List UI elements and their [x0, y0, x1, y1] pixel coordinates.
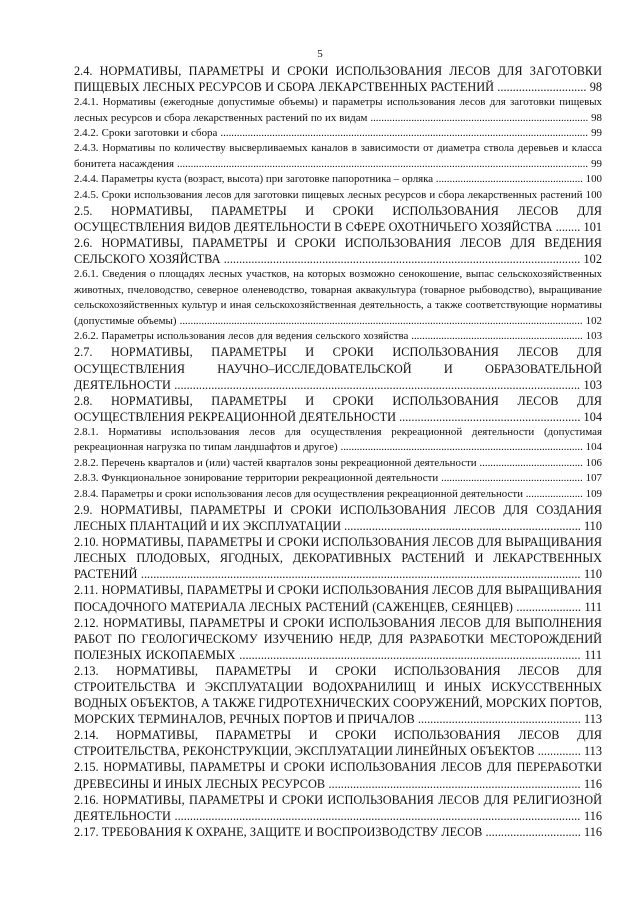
toc-entry-page: 111 — [580, 647, 602, 662]
toc-entry-2-8-3[interactable] — [74, 471, 602, 486]
toc-entry-2-9[interactable] — [74, 502, 602, 534]
page-number: 5 — [317, 48, 323, 60]
toc-entry-page: 116 — [580, 824, 602, 839]
toc-entry-2-11[interactable] — [74, 582, 602, 614]
toc-entry-page: 106 — [582, 456, 603, 469]
toc-entry-title: 2.11. НОРМАТИВЫ, ПАРАМЕТРЫ И СРОКИ ИСПОЛЬЗОВАНИЯ ЛЕСОВ ДЛЯ ВЫРАЩИВАНИЯ ПОСАДОЧНОГО МАТЕРИАЛА ЛЕСНЫХ РАСТЕНИЙ (САЖЕНЦЕВ, СЕЯНЦЕВ) — [74, 583, 602, 614]
toc-entry-title: 2.8.1. Нормативы использования лесов для осуществления рекреационной деятельности (допустимая рекреационная нагрузка по типам ландшафтов и другое) — [74, 425, 602, 454]
toc-entry-title: 2.6. НОРМАТИВЫ, ПАРАМЕТРЫ И СРОКИ ИСПОЛЬЗОВАНИЯ ЛЕСОВ ДЛЯ ВЕДЕНИЯ СЕЛЬСКОГО ХОЗЯЙСТВА — [74, 236, 602, 267]
toc-entry-page: 102 — [582, 314, 602, 327]
toc-leader-dots: ........................................................... — [395, 409, 581, 424]
toc-entry-2-17[interactable] — [74, 824, 602, 840]
toc-leader-dots: .................................................................................................................................... — [170, 377, 581, 392]
toc-leader-dots: .................................................................................................................................... — [170, 808, 581, 823]
toc-leader-dots: ...................................... — [476, 456, 583, 469]
toc-entry-page: 98 — [588, 111, 602, 124]
toc-entry-title: 2.16. НОРМАТИВЫ, ПАРАМЕТРЫ И СРОКИ ИСПОЛЬЗОВАНИЯ ЛЕСОВ ДЛЯ РЕЛИГИОЗНОЙ ДЕЯТЕЛЬНОСТИ — [74, 792, 602, 823]
toc-entry-2-4-4[interactable] — [74, 172, 602, 187]
toc-entry-2-15[interactable] — [74, 759, 602, 791]
toc-entry-2-4[interactable] — [74, 63, 602, 95]
toc-leader-dots: ......................................................................................... — [337, 441, 583, 454]
toc-entry-title: 2.13. НОРМАТИВЫ, ПАРАМЕТРЫ И СРОКИ ИСПОЛЬЗОВАНИЯ ЛЕСОВ ДЛЯ СТРОИТЕЛЬСТВА И ЭКСПЛУАТАЦИИ ВОДОХРАНИЛИЩ И ИНЫХ ИСКУССТВЕННЫХ ВОДНЫХ ОБЪЕКТОВ, А ТАКЖЕ ГИДРОТЕХНИЧЕСКИХ СООРУЖЕНИЙ, МОРСКИХ ПОРТОВ, МОРСКИХ ТЕРМИНАЛОВ, РЕЧНЫХ ПОРТОВ И ПРИЧАЛОВ — [74, 663, 602, 727]
toc-entry-2-6[interactable] — [74, 235, 602, 267]
toc-entry-page: 103 — [580, 377, 602, 392]
toc-entry-title: 2.12. НОРМАТИВЫ, ПАРАМЕТРЫ И СРОКИ ИСПОЛЬЗОВАНИЯ ЛЕСОВ ДЛЯ ВЫПОЛНЕНИЯ РАБОТ ПО ГЕОЛОГИЧЕСКОМУ ИЗУЧЕНИЮ НЕДР, ДЛЯ РАЗРАБОТКИ МЕСТОРОЖДЕНИЙ ПОЛЕЗНЫХ ИСКОПАЕМЫХ — [74, 615, 602, 662]
toc-leader-dots: ....................................................................................................................................................... — [173, 157, 589, 170]
toc-leader-dots: ....................................................................................................................................... — [217, 127, 588, 139]
toc-entry-page: 103 — [582, 330, 603, 343]
toc-entry-title: 2.17. ТРЕБОВАНИЯ К ОХРАНЕ, ЗАЩИТЕ И ВОСПРОИЗВОДСТВУ ЛЕСОВ — [74, 824, 483, 839]
toc-entry-page: 110 — [580, 519, 602, 534]
toc-entry-page: 110 — [580, 567, 602, 582]
toc-entry-title: 2.14. НОРМАТИВЫ, ПАРАМЕТРЫ И СРОКИ ИСПОЛЬЗОВАНИЯ ЛЕСОВ ДЛЯ СТРОИТЕЛЬСТВА, РЕКОНСТРУКЦИИ, ЭКСПЛУАТАЦИИ ЛИНЕЙНЫХ ОБЪЕКТОВ — [74, 728, 602, 759]
toc-entry-title: 2.8.4. Параметры и сроки использования лесов для осуществления рекреационной деятельности — [74, 487, 523, 500]
toc-entry-title: 2.4.5. Сроки использования лесов для заготовки пищевых лесных ресурсов и сбора лекарственных растений — [74, 188, 583, 201]
toc-entry-2-4-5[interactable] — [74, 188, 602, 203]
toc-entry-page: 113 — [580, 712, 602, 727]
toc-entry-2-14[interactable] — [74, 727, 602, 759]
toc-entry-title: 2.8.2. Перечень кварталов и (или) частей кварталов зоны рекреационной деятельности — [74, 456, 477, 469]
toc-entry-page: 99 — [587, 127, 602, 139]
toc-entry-page: 100 — [585, 188, 602, 201]
toc-entry-page: 101 — [580, 220, 602, 235]
toc-entry-page: 116 — [580, 808, 602, 823]
toc-entry-title: 2.9. НОРМАТИВЫ, ПАРАМЕТРЫ И СРОКИ ИСПОЛЬЗОВАНИЯ ЛЕСОВ ДЛЯ СОЗДАНИЯ ЛЕСНЫХ ПЛАНТАЦИЙ И ИХ ЭКСПЛУАТАЦИИ — [74, 502, 602, 534]
toc-entry-page: 109 — [582, 487, 603, 500]
toc-leader-dots: ..................................................... — [414, 712, 581, 727]
toc-entry-title: 2.4.4. Параметры куста (возраст, высота) при заготовке папоротника – орляка — [74, 173, 434, 186]
toc-entry-title: 2.4.3. Нормативы по количеству высверливаемых каналов в зависимости от диаметра ствола деревьев и класса бонитета насаждения — [74, 142, 602, 170]
toc-entry-title: 2.6.2. Параметры использования лесов для ведения сельского хозяйства — [74, 330, 409, 343]
toc-entry-2-10[interactable] — [74, 534, 602, 582]
toc-leader-dots: ............................. — [494, 80, 587, 95]
toc-entry-2-5[interactable] — [74, 203, 602, 235]
toc-entry-title: 2.6.1. Сведения о площадях лесных участков, на которых возможно сенокошение, выпас сельскохозяйственных животных, пчеловодство, северное оленеводство, товарная аквакультура (товарное рыбоводство), выращивание сельскохозяйственных культур и иная сельскохозяйственная деятельность, а также соответствующие нормативы (допустимые объемы) — [74, 268, 602, 327]
toc-entry-page: 99 — [588, 157, 602, 170]
toc-entry-page: 111 — [580, 599, 602, 614]
toc-leader-dots: ................................................................................ — [367, 111, 589, 124]
toc-entry-2-12[interactable] — [74, 615, 602, 663]
toc-leader-dots: ..................... — [522, 487, 583, 500]
toc-entry-2-8-2[interactable] — [74, 456, 602, 471]
toc-entry-2-6-2[interactable] — [74, 329, 602, 344]
toc-entry-title: 2.7. НОРМАТИВЫ, ПАРАМЕТРЫ И СРОКИ ИСПОЛЬЗОВАНИЯ ЛЕСОВ ДЛЯ ОСУЩЕСТВЛЕНИЯ НАУЧНО–ИССЛЕДОВАТЕЛЬСКОЙ И ОБРАЗОВАТЕЛЬНОЙ ДЕЯТЕЛЬНОСТИ — [74, 345, 602, 392]
toc-entry-2-8-4[interactable] — [74, 487, 602, 502]
toc-leader-dots: ............................... — [482, 824, 581, 839]
toc-entry-2-13[interactable] — [74, 663, 602, 727]
toc-entry-2-4-1[interactable] — [74, 95, 602, 126]
toc-entry-2-4-2[interactable] — [74, 126, 602, 141]
toc-leader-dots: ........ — [552, 220, 581, 235]
table-of-contents — [74, 63, 602, 840]
toc-leader-dots: .................................................................................. — [325, 776, 581, 791]
toc-entry-page: 116 — [580, 776, 602, 791]
toc-entry-2-6-1[interactable] — [74, 267, 602, 329]
toc-entry-title: 2.4.2. Сроки заготовки и сбора — [74, 127, 218, 139]
toc-entry-2-4-3[interactable] — [74, 141, 602, 172]
toc-entry-page: 104 — [580, 409, 602, 424]
toc-leader-dots: ............................................................................. — [341, 519, 581, 534]
toc-entry-title: 2.5. НОРМАТИВЫ, ПАРАМЕТРЫ И СРОКИ ИСПОЛЬЗОВАНИЯ ЛЕСОВ ДЛЯ ОСУЩЕСТВЛЕНИЯ ВИДОВ ДЕЯТЕЛЬНОСТИ В СФЕРЕ ОХОТНИЧЬЕГО ХОЗЯЙСТВА — [74, 204, 602, 235]
toc-entry-page: 100 — [582, 173, 602, 186]
toc-entry-2-8-1[interactable] — [74, 425, 602, 456]
toc-leader-dots: ............................................................................................................... — [235, 647, 581, 662]
toc-entry-title: 2.8. НОРМАТИВЫ, ПАРАМЕТРЫ И СРОКИ ИСПОЛЬЗОВАНИЯ ЛЕСОВ ДЛЯ ОСУЩЕСТВЛЕНИЯ РЕКРЕАЦИОННОЙ ДЕЯТЕЛЬНОСТИ — [74, 393, 602, 424]
toc-leader-dots: ............................................................... — [408, 330, 583, 343]
toc-entry-page: 107 — [582, 472, 602, 485]
toc-leader-dots: .................................................................................................................... — [220, 252, 581, 267]
toc-leader-dots: ..................... — [512, 599, 581, 614]
toc-entry-title: 2.4.1. Нормативы (ежегодные допустимые объемы) и параметры использования лесов для заготовки пищевых лесных ресурсов и сбора лекарственных растений по их видам — [74, 96, 602, 124]
toc-leader-dots: ............................................................................................................................................... — [137, 567, 581, 582]
toc-entry-page: 113 — [580, 744, 602, 759]
toc-leader-dots: .................................................... — [438, 472, 583, 485]
toc-entry-title: 2.10. НОРМАТИВЫ, ПАРАМЕТРЫ И СРОКИ ИСПОЛЬЗОВАНИЯ ЛЕСОВ ДЛЯ ВЫРАЩИВАНИЯ ЛЕСНЫХ ПЛОДОВЫХ, ЯГОДНЫХ, ДЕКОРАТИВНЫХ РАСТЕНИЙ И ЛЕКАРСТВЕННЫХ РАСТЕНИЙ — [74, 535, 602, 582]
toc-entry-page: 98 — [586, 80, 602, 95]
toc-entry-page: 104 — [582, 441, 602, 454]
toc-entry-title: 2.4. НОРМАТИВЫ, ПАРАМЕТРЫ И СРОКИ ИСПОЛЬЗОВАНИЯ ЛЕСОВ ДЛЯ ЗАГОТОВКИ ПИЩЕВЫХ ЛЕСНЫХ РЕСУРСОВ И СБОРА ЛЕКАРСТВЕННЫХ РАСТЕНИЙ — [74, 64, 602, 95]
toc-leader-dots: .............. — [534, 744, 581, 759]
toc-entry-title: 2.15. НОРМАТИВЫ, ПАРАМЕТРЫ И СРОКИ ИСПОЛЬЗОВАНИЯ ЛЕСОВ ДЛЯ ПЕРЕРАБОТКИ ДРЕВЕСИНЫ И ИНЫХ ЛЕСНЫХ РЕСУРСОВ — [74, 760, 602, 791]
toc-leader-dots: ...................................................... — [433, 173, 583, 186]
toc-entry-title: 2.8.3. Функциональное зонирование территории рекреационной деятельности — [74, 472, 439, 485]
toc-leader-dots: .................................................................................................................................................... — [176, 314, 583, 327]
toc-entry-2-7[interactable] — [74, 344, 602, 392]
toc-entry-page: 102 — [580, 252, 602, 267]
toc-entry-2-8[interactable] — [74, 393, 602, 425]
toc-entry-2-16[interactable] — [74, 792, 602, 824]
